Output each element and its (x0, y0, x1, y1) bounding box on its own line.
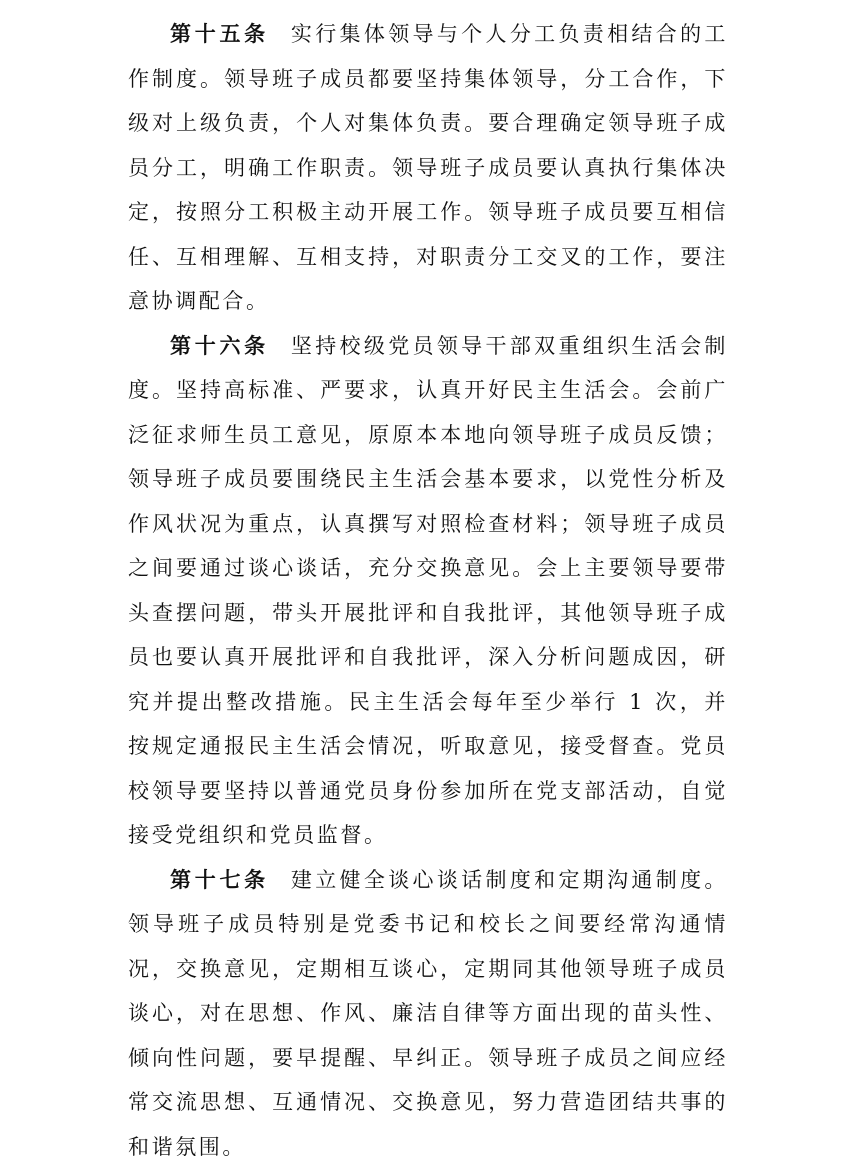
document-page (128, 12, 728, 1169)
article-17 (128, 858, 728, 1169)
article-number: 第十五条 (170, 22, 269, 46)
article-text: 建立健全谈心谈话制度和定期沟通制度。领导班子成员特别是党委书记和校长之间要经常沟通情况，交换意见，定期相互谈心，定期同其他领导班子成员谈心，对在思想、作风、廉洁自律等方面出现的苗头性、倾向性问题，要早提醒、早纠正。领导班子成员之间应经常交流思想、互通情况、交换意见，努力营造团结共事的和谐氛围。 (128, 868, 728, 1159)
article-16 (128, 324, 728, 858)
article-number: 第十六条 (170, 334, 269, 358)
article-number: 第十七条 (170, 868, 269, 892)
article-text: 坚持校级党员领导干部双重组织生活会制度。坚持高标准、严要求，认真开好民主生活会。会前广泛征求师生员工意见，原原本本地向领导班子成员反馈；领导班子成员要围绕民主生活会基本要求，以党性分析及作风状况为重点，认真撰写对照检查材料；领导班子成员之间要通过谈心谈话，充分交换意见。会上主要领导要带头查摆问题，带头开展批评和自我批评，其他领导班子成员也要认真开展批评和自我批评，深入分析问题成因，研究并提出整改措施。民主生活会每年至少举行 1 次，并按规定通报民主生活会情况，听取意见，接受督查。党员校领导要坚持以普通党员身份参加所在党支部活动，自觉接受党组织和党员监督。 (128, 334, 728, 848)
article-text: 实行集体领导与个人分工负责相结合的工作制度。领导班子成员都要坚持集体领导，分工合作，下级对上级负责，个人对集体负责。要合理确定领导班子成员分工，明确工作职责。领导班子成员要认真执行集体决定，按照分工积极主动开展工作。领导班子成员要互相信任、互相理解、互相支持，对职责分工交叉的工作，要注意协调配合。 (128, 22, 728, 313)
article-15 (128, 12, 728, 324)
